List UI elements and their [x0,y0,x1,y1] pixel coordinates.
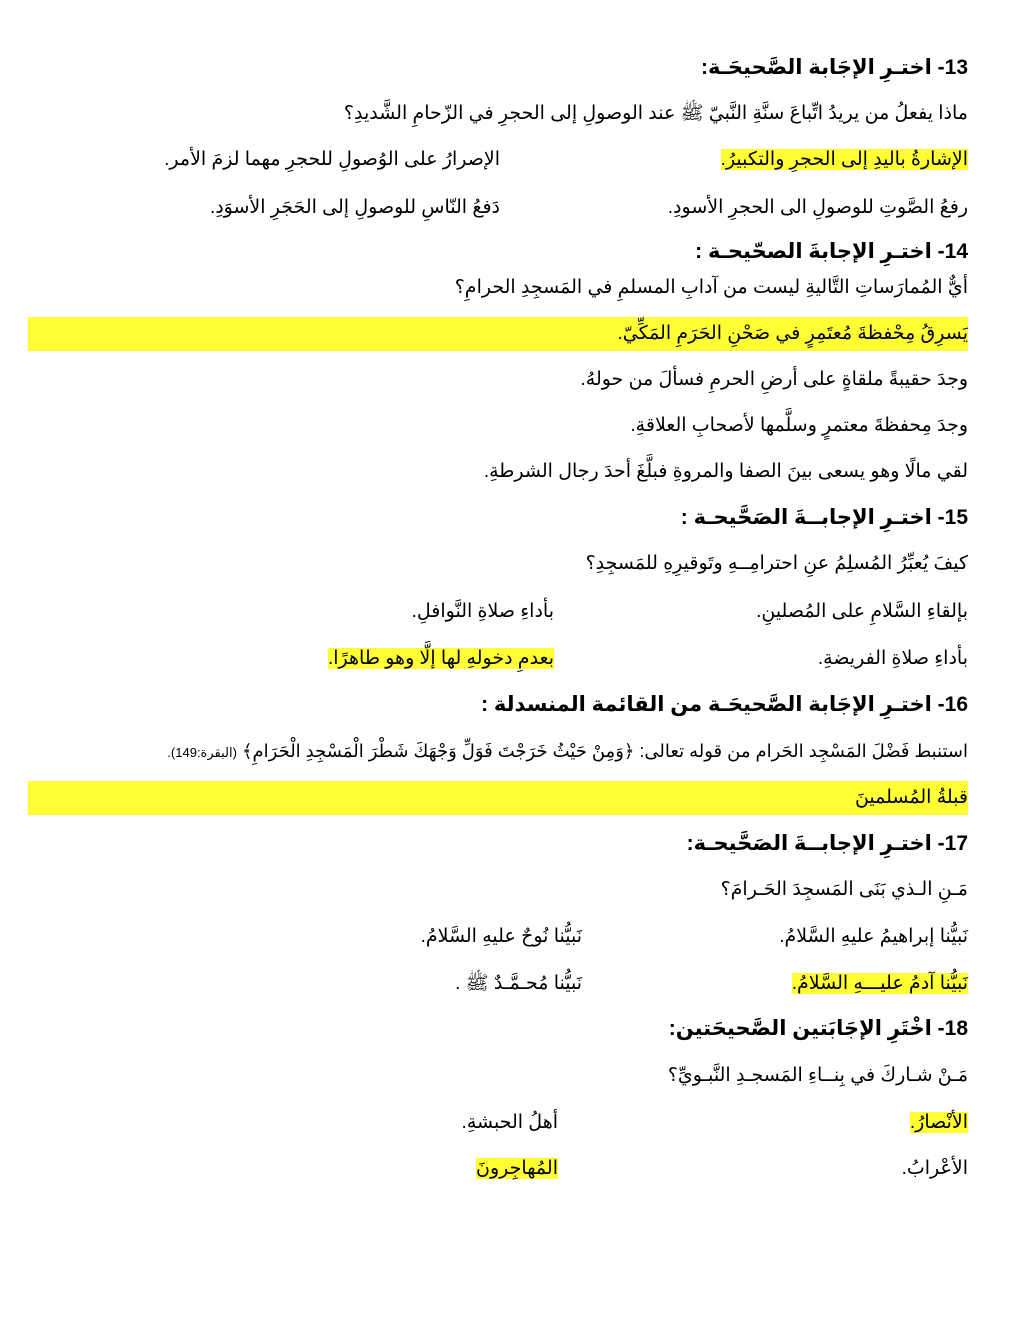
q17-question: مَـنِ الـذي بَنَى المَسجِدَ الحَـرامَ؟ [720,879,968,900]
q13-option-3[interactable]: رفعُ الصَّوتِ للوصولِ الى الحجرِ الأسودِ. [667,197,968,218]
q18-option-4-text: المُهاجِرونَ [476,1158,558,1179]
q17-heading: 17- اختـرِ الإجابــةَ الصَحَّيحـة: [686,832,968,855]
q16-question [167,735,968,769]
q17-option-1[interactable]: نَبيُّنا إبراهيمُ عليهِ السَّلامُ. [779,926,968,947]
q13-option-1-text: الإشارةُ باليدِ إلى الحجرِ والتكبيرُ. [720,149,968,170]
q16-answer-dropdown[interactable] [28,781,968,815]
q16-answer-text: قبلةُ المُسلمينَ [854,787,968,808]
q13-option-1[interactable] [721,144,968,176]
q17-option-4[interactable]: نَبيُّنا مُحـمَّـدٌ ﷺ . [455,973,582,994]
q15-option-1[interactable]: بإلقاءِ السَّلامِ على المُصلينِ. [756,601,968,622]
q16-reference: (البقرة:149). [167,745,237,760]
q14-option-2[interactable]: وجدَ حقيبةً ملقاةٍ على أرضِ الحرمِ فسألَ من حولهُ. [580,369,968,390]
q15-heading: 15- اختـرِ الإجابــةَ الصَحَّيحـة : [680,506,968,529]
q14-option-4[interactable]: لقي مالًا وهو يسعى بينَ الصفا والمروةِ فبلَّغَ أحدَ رجال الشرطةِ. [483,461,968,482]
q18-question: مَـنْ شـاركَ في بِنــاءِ المَسجـدِ النَّبـويِّ؟ [667,1065,968,1086]
q14-option-1-text: يَسرِقُ مِحْفظةَ مُعتَمِرٍ في صَحْنِ الحَرَمِ المَكِّيّ. [617,323,968,344]
q15-option-4-text: بعدمِ دخولهِ لها إلَّا وهو طاهرًا. [327,648,554,669]
q16-question-text: استنبط فَضْلَ المَسْجِد الحَرام من قوله تعالى: ﴿وَمِنْ حَيْثُ خَرَجْتَ فَوَلِّ وَجْهَكَ شَطْرَ الْمَسْجِدِ الْحَرَامِ﴾ [241,741,968,761]
q18-option-4[interactable] [476,1153,558,1185]
q14-question: أيٌّ المُمارَساتِ التَّاليةِ ليست من آدابِ المسلمِ في المَسجِدِ الحرامِ؟ [454,277,968,298]
q15-option-4[interactable] [328,643,554,675]
q17-option-3[interactable] [792,968,968,1000]
q17-option-3-text: نَبيُّنا آدمُ عليـــهِ السَّلامُ. [791,973,968,994]
q13-heading: 13- اختـرِ الإجَابة الصَّحيحَـة: [700,56,968,79]
q17-option-2[interactable]: نَبيُّنا نُوحٌ عليهِ السَّلامُ. [420,926,582,947]
q13-option-4[interactable]: دَفعُ النّاسِ للوصولِ إلى الحَجَرِ الأسوَدِ. [209,197,500,218]
q18-heading: 18- اخْتَرِ الإجَابَتين الصَّحيحَتين: [668,1017,968,1040]
q18-option-2[interactable]: أهلُ الحبشةِ. [461,1112,558,1133]
q16-heading: 16- اختـرِ الإجَابة الصَّحيحَـة من القائمة المنسدلة : [481,693,968,716]
q18-option-3[interactable]: الأعْرابُ. [901,1158,968,1179]
q18-option-1[interactable] [910,1107,968,1139]
q13-question: ماذا يفعلُ من يريدُ اتِّباعَ سنَّةِ النَّبيّ ﷺ عند الوصولِ إلى الحجرِ في الزّحامِ الشَّديدِ؟ [343,103,968,124]
q15-option-2[interactable]: بأداءِ صلاةِ النَّوافلِ. [411,601,554,622]
q14-option-1[interactable] [28,317,968,351]
q15-option-3[interactable]: بأداءِ صلاةِ الفريضةِ. [817,648,968,669]
q15-question: كيفَ يُعبِّرُ المُسلِمُ عنِ احترامِــهِ وتَوقيرِهِ للمَسجِدِ؟ [585,553,968,574]
q14-option-3[interactable]: وجدَ مِحفظةَ معتمرٍ وسلَّمها لأصحابِ العلاقةِ. [630,415,968,436]
q14-heading: 14- اختـرِ الإجابةَ الصحّيحـة : [695,240,968,263]
q13-option-2[interactable]: الإصرارُ على الوُصولِ للحجرِ مهما لزمَ الأمر. [164,149,500,170]
q18-option-1-text: الأنْصارُ. [909,1112,968,1133]
